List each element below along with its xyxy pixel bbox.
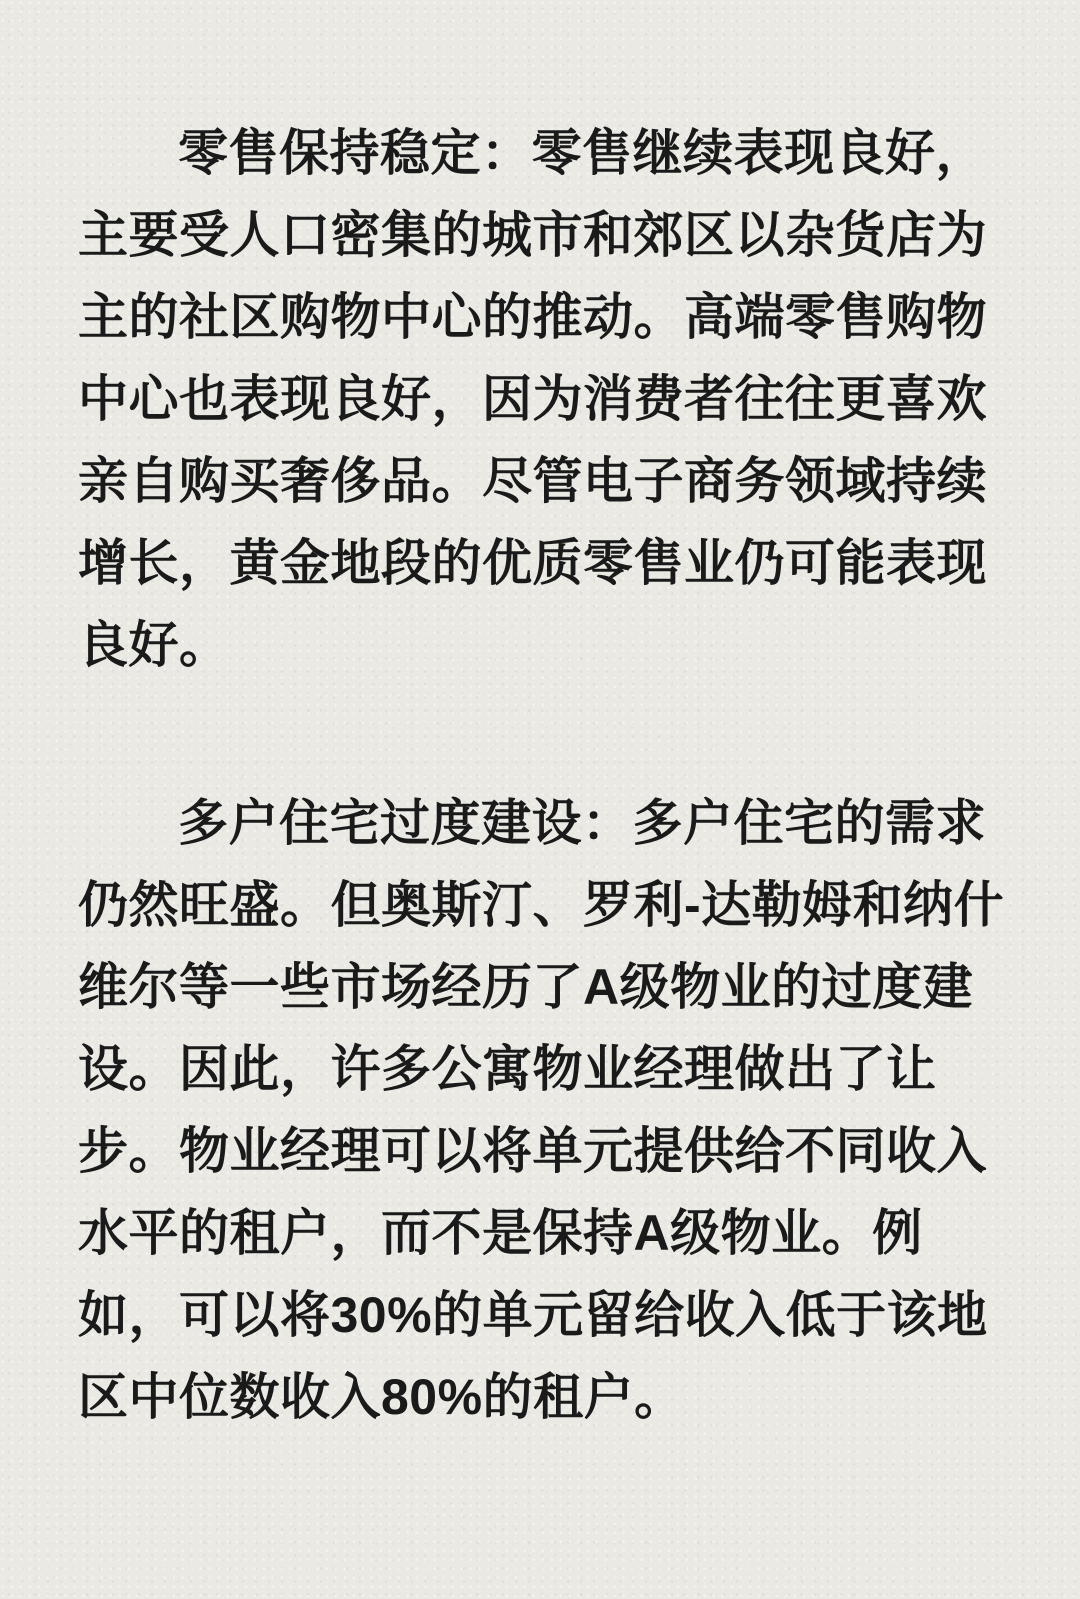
text-line: 水平的租户，而不是保持A级物业。例 xyxy=(78,1205,923,1261)
text-line: 设。因此，许多公寓物业经理做出了让 xyxy=(78,1041,937,1097)
retail-stability-paragraph xyxy=(78,112,1002,686)
text-line: 增长，黄金地段的优质零售业仍可能表现 xyxy=(78,535,987,591)
text-line: 中心也表现良好，因为消费者往往更喜欢 xyxy=(78,371,987,427)
text-line: 亲自购买奢侈品。尽管电子商务领域持续 xyxy=(78,453,987,509)
text-line: 区中位数收入80%的租户。 xyxy=(78,1369,685,1425)
text-line: 多户住宅过度建设：多户住宅的需求 xyxy=(178,795,986,851)
multifamily-overbuilding-paragraph xyxy=(78,782,1005,1438)
text-line: 良好。 xyxy=(78,617,230,673)
text-line: 主要受人口密集的城市和郊区以杂货店为 xyxy=(78,207,987,263)
text-line: 零售保持稳定：零售继续表现良好， xyxy=(178,125,986,181)
text-line: 如，可以将30%的单元留给收入低于该地 xyxy=(78,1287,988,1343)
text-line: 仍然旺盛。但奥斯汀、罗利-达勒姆和纳什 xyxy=(78,877,1005,933)
text-line: 主的社区购物中心的推动。高端零售购物 xyxy=(78,289,987,345)
text-line: 步。物业经理可以将单元提供给不同收入 xyxy=(78,1123,987,1179)
text-line: 维尔等一些市场经历了A级物业的过度建 xyxy=(78,959,974,1015)
